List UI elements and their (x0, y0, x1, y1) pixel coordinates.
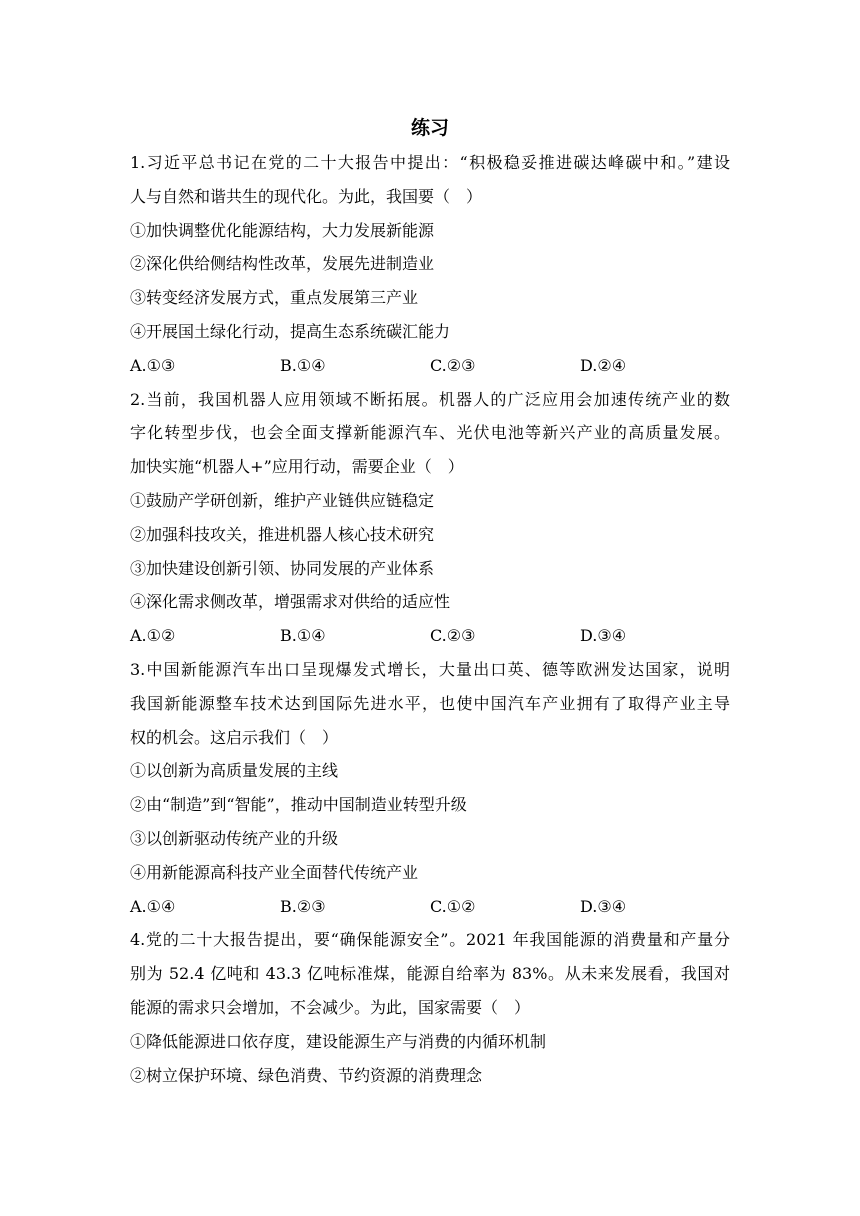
statement-item: ④用新能源高科技产业全面替代传统产业 (130, 862, 419, 882)
question-stem-line: 别为 52.4 亿吨和 43.3 亿吨标准煤，能源自给率为 83%。从未来发展看，我国对 (130, 964, 730, 984)
statement-item: ①以创新为高质量发展的主线 (130, 761, 339, 781)
question-block (130, 653, 730, 923)
exercise-page (130, 110, 730, 1092)
answer-option: C.②③ (430, 355, 476, 375)
answer-option: A.①④ (130, 896, 176, 916)
question-stem-line: 2.当前，我国机器人应用领域不断拓展。机器人的广泛应用会加速传统产业的数 (130, 389, 730, 409)
statement-item: ②树立保护环境、绿色消费、节约资源的消费理念 (130, 1065, 483, 1085)
answer-options (130, 619, 730, 653)
question-block (130, 146, 730, 383)
question-list (130, 146, 730, 1092)
answer-option: D.③④ (580, 896, 627, 916)
question-stem-line: 4.党的二十大报告提出，要“确保能源安全”。2021 年我国能源的消费量和产量分 (130, 930, 730, 950)
statement-item: ②深化供给侧结构性改革，发展先进制造业 (130, 254, 435, 274)
question-stem-line: 权的机会。这启示我们（ ） (130, 727, 339, 747)
statement-item: ③转变经济发展方式，重点发展第三产业 (130, 288, 419, 308)
question-stem-line: 能源的需求只会增加，不会减少。为此，国家需要（ ） (130, 997, 531, 1017)
statement-item: ②由“制造”到“智能”，推动中国制造业转型升级 (130, 795, 467, 815)
question-stem-line: 我国新能源整车技术达到国际先进水平，也使中国汽车产业拥有了取得产业主导 (130, 693, 730, 713)
statement-item: ②加强科技攻关，推进机器人核心技术研究 (130, 524, 435, 544)
question-stem-line: 3.中国新能源汽车出口呈现爆发式增长，大量出口英、德等欧洲发达国家，说明 (130, 659, 730, 679)
answer-option: D.③④ (580, 626, 627, 646)
answer-option: B.①④ (280, 355, 326, 375)
statement-item: ③加快建设创新引领、协同发展的产业体系 (130, 558, 435, 578)
statement-item: ①加快调整优化能源结构，大力发展新能源 (130, 220, 435, 240)
question-stem-line: 1.习近平总书记在党的二十大报告中提出：“积极稳妥推进碳达峰碳中和。”建设 (130, 153, 730, 172)
answer-options (130, 349, 730, 383)
question-block (130, 923, 730, 1092)
answer-option: D.②④ (580, 355, 627, 375)
answer-option: B.①④ (280, 626, 326, 646)
statement-item: ①降低能源进口依存度，建设能源生产与消费的内循环机制 (130, 1031, 547, 1051)
statement-item: ③以创新驱动传统产业的升级 (130, 828, 339, 848)
statement-item: ④开展国土绿化行动，提高生态系统碳汇能力 (130, 321, 451, 341)
page-title: 练习 (410, 117, 449, 139)
question-stem-line: 加快实施“机器人+”应用行动，需要企业（ ） (130, 457, 464, 477)
answer-option: A.①② (130, 626, 176, 646)
statement-item: ④深化需求侧改革，增强需求对供给的适应性 (130, 592, 451, 612)
answer-option: B.②③ (280, 896, 326, 916)
question-stem-line: 人与自然和谐共生的现代化。为此，我国要（ ） (130, 186, 483, 206)
statement-item: ①鼓励产学研创新，维护产业链供应链稳定 (130, 490, 435, 510)
answer-option: C.①② (430, 896, 476, 916)
question-stem-line: 字化转型步伐，也会全面支撑新能源汽车、光伏电池等新兴产业的高质量发展。 (130, 423, 730, 443)
answer-options (130, 890, 730, 924)
question-block (130, 383, 730, 653)
answer-option: C.②③ (430, 626, 476, 646)
answer-option: A.①③ (130, 355, 176, 375)
